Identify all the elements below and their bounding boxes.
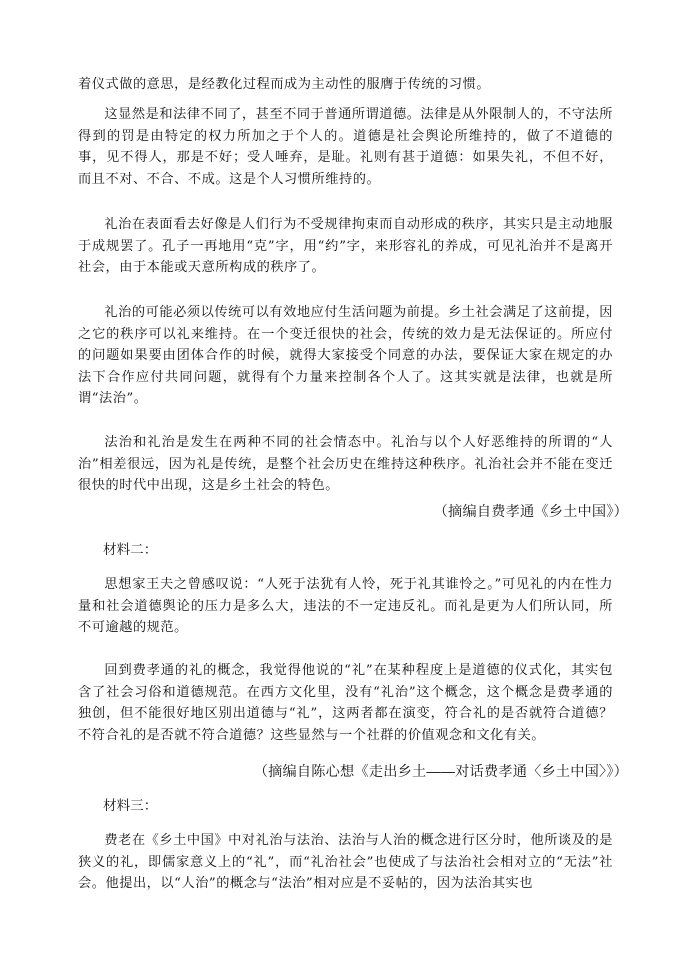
material-three-label: 材料三： [103,798,158,813]
paragraph-wang-fuzhi-quote: 思想家王夫之曾感叹说：“人死于法犹有人怜，死于礼其谁怜之。”可见礼的内在性力量和社会道德舆论的压力是多么大，违法的不一定违反礼。而礼是更为人们所认同，所不可逾越的规范。 [78,577,613,636]
paragraph-concept-of-rites: 回到费孝通的礼的概念，我觉得他说的“礼”在某种程度上是道德的仪式化，其实包含了社会习俗和道德规范。在西方文化里，没有“礼治”这个概念，这个概念是费孝通的独创，但不能很好地区别出道德与“礼”，这两者都在演变，符合礼的是否就符合道德？不符合礼的是否就不符合道德？这些显然与一个社群的价值观念和文化有关。 [78,663,613,743]
source-citation-2: （摘编自陈心想《走出乡土——对话费孝通〈乡土中国〉》） [253,764,628,780]
paragraph-fei-distinction: 费老在《乡土中国》中对礼治与法治、法治与人治的概念进行区分时，他所谈及的是狭义的礼，即儒家意义上的“礼”，而“礼治社会”也使成了与法治社会相对立的“无法”社会。他提出，以“人治”的概念与“法治”相对应是不妥帖的，因为法治其实也 [78,833,613,892]
paragraph-rule-of-rites-order: 礼治在表面看去好像是人们行为不受规律拘束而自动形成的秩序，其实只是主动地服于成规罢了。孔子一再地用“克”字，用“约”字，来形容礼的养成，可见礼治并不是离开社会，由于本能或天意所构成的秩序了。 [78,217,613,276]
paragraph-tradition-premise: 礼治的可能必须以传统可以有效地应付生活问题为前提。乡土社会满足了这前提，因之它的秩序可以礼来维持。在一个变迁很快的社会，传统的效力是无法保证的。所应付的问题如果要由团体合作的时候，就得大家接受个同意的办法，要保证大家在规定的办法下合作应付共同问题，就得有个力量来控制各个人了。这其实就是法律，也就是所谓“法治”。 [78,305,613,407]
paragraph-law-vs-morality: 这显然是和法律不同了，甚至不同于普通所谓道德。法律是从外限制人的，不守法所得到的罚是由特定的权力所加之于个人的。道德是社会舆论所维持的，做了不道德的事，见不得人，那是不好；受人唾弃，是耻。礼则有甚于道德：如果失礼，不但不好，而且不对、不合、不成。这是个人习惯所维持的。 [78,107,613,187]
paragraph-two-social-states: 法治和礼治是发生在两种不同的社会情态中。礼治与以个人好恶维持的所谓的“人治”相差很远，因为礼是传统，是整个社会历史在维持这种秩序。礼治社会并不能在变迁很快的时代中出现，这是乡土社会的特色。 [78,435,613,494]
paragraph-continuation: 着仪式做的意思，是经教化过程而成为主动性的服膺于传统的习惯。 [78,77,491,92]
material-two-label: 材料二： [103,542,158,557]
source-citation-1: （摘编自费孝通《乡土中国》） [433,504,628,520]
